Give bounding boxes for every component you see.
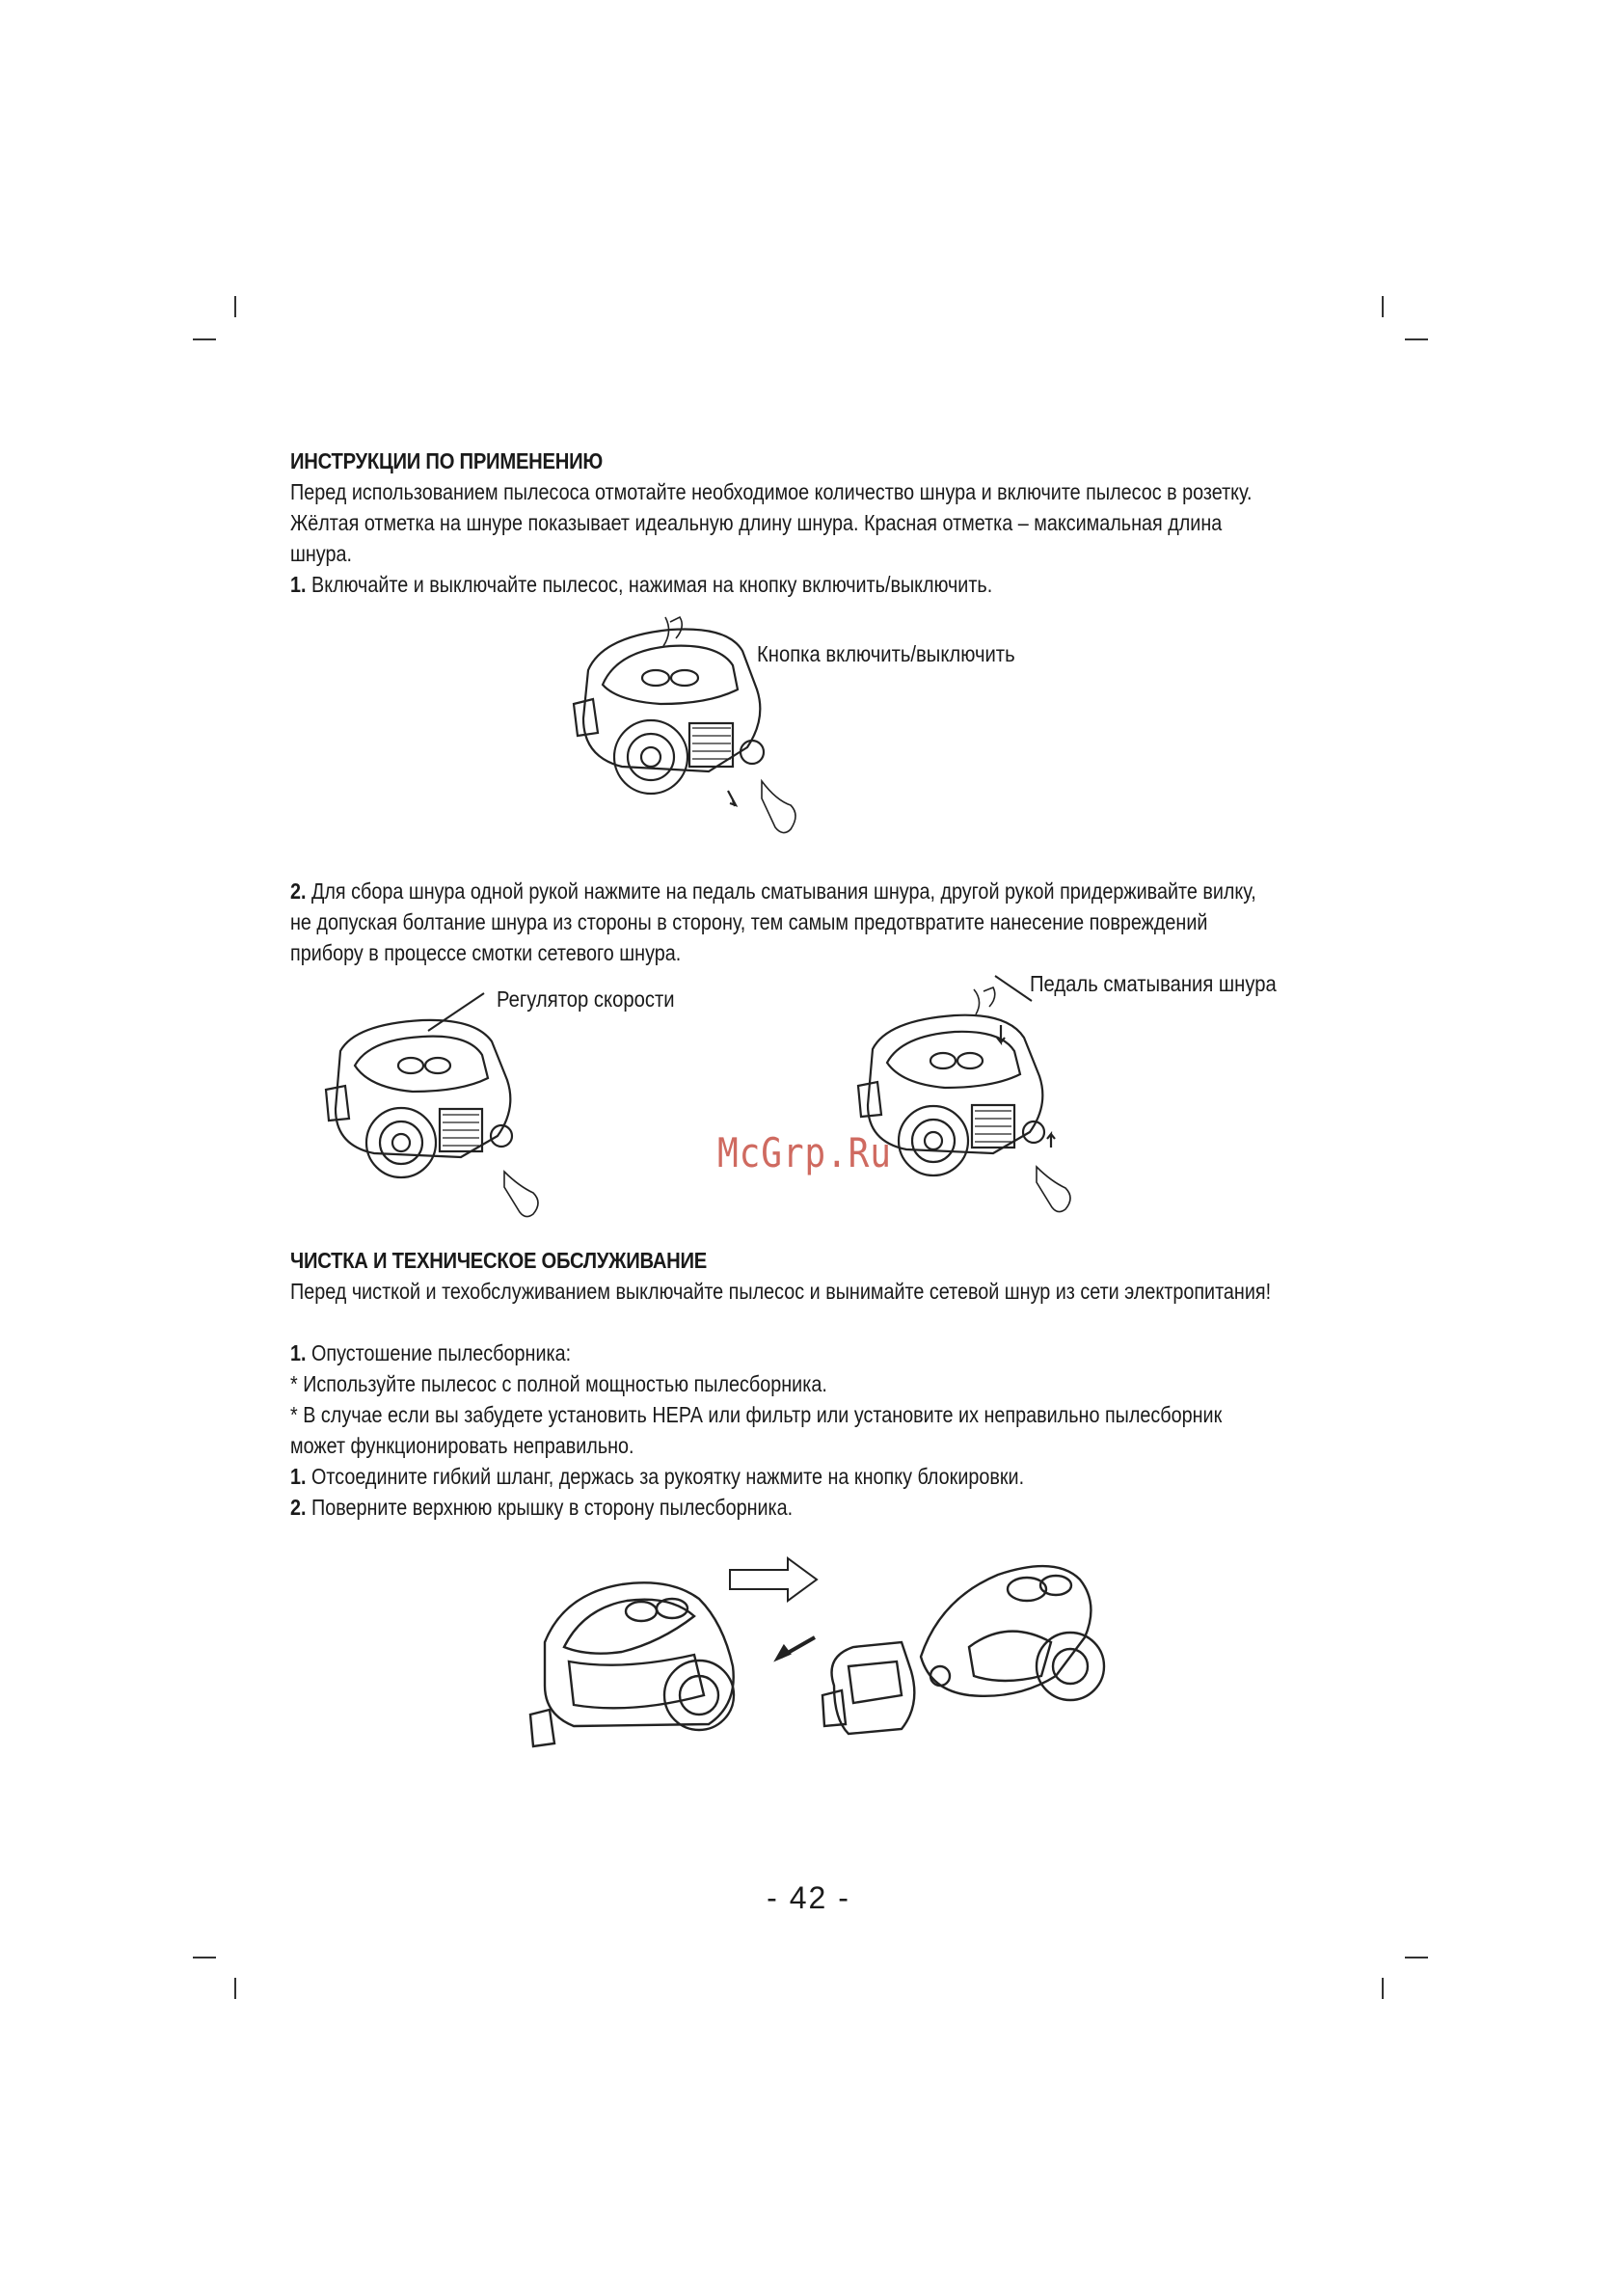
crop-mark: [234, 296, 236, 317]
step-number: 2.: [290, 1495, 307, 1520]
section-heading: ЧИСТКА И ТЕХНИЧЕСКОЕ ОБСЛУЖИВАНИЕ: [290, 1248, 708, 1273]
step-text: Для сбора шнура одной рукой нажмите на педаль сматывания шнура, другой рукой придерживайте вилку,: [306, 878, 1256, 904]
paragraph-line: шнура.: [290, 541, 352, 566]
crop-mark: [1405, 1957, 1428, 1958]
crop-mark: [1405, 338, 1428, 340]
page-number: - 42 -: [767, 1880, 850, 1915]
step-number: 1.: [290, 572, 307, 597]
figure-caption: Педаль сматывания шнура: [1030, 971, 1277, 996]
step-2: [290, 876, 1332, 906]
crop-mark: [193, 1957, 216, 1958]
step-number: 1.: [290, 1464, 307, 1489]
step-1: [290, 1461, 1332, 1492]
crop-mark: [1382, 1978, 1384, 1999]
crop-mark: [234, 1978, 236, 1999]
item-text: Опустошение пылесборника:: [306, 1340, 572, 1365]
section-heading: ИНСТРУКЦИИ ПО ПРИМЕНЕНИЮ: [290, 448, 604, 473]
callout-line: [424, 990, 487, 1034]
step-number: 2.: [290, 878, 307, 904]
cleaning-maintenance-section: [290, 1245, 1332, 1523]
note-line: может функционировать неправильно.: [290, 1433, 634, 1458]
paragraph-line: Жёлтая отметка на шнуре показывает идеальную длину шнура. Красная отметка – максимальная длина: [290, 510, 1223, 535]
item-number: 1.: [290, 1340, 307, 1365]
note-line: * В случае если вы забудете установить НЕРА или фильтр или установите их неправильно пылесборник: [290, 1402, 1223, 1427]
paragraph-line: не допуская болтание шнура из стороны в сторону, тем самым предотвратите нанесение повреждений: [290, 909, 1208, 934]
watermark: McGrp.Ru: [717, 1129, 892, 1176]
step-2: [290, 1492, 1332, 1523]
step-1: [290, 569, 1332, 600]
item-1: [290, 1337, 1332, 1368]
step-text: Включайте и выключайте пылесос, нажимая на кнопку включить/выключить.: [306, 572, 993, 597]
cord-rewind-step: [290, 876, 1332, 968]
dust-container-removal-illustration: [516, 1551, 1109, 1758]
vacuum-cord-pedal-illustration: [849, 982, 1099, 1213]
spacer: [290, 1307, 1332, 1337]
paragraph-line: Перед использованием пылесоса отмотайте необходимое количество шнура и включите пылесос в розетку.: [290, 479, 1253, 504]
note-line: * Используйте пылесос с полной мощностью пылесборника.: [290, 1371, 827, 1396]
vacuum-speed-regulator-illustration: [316, 1013, 572, 1220]
step-text: Поверните верхнюю крышку в сторону пылесборника.: [306, 1495, 794, 1520]
paragraph-line: Перед чисткой и техобслуживанием выключайте пылесос и вынимайте сетевой шнур из сети электропитания!: [290, 1279, 1272, 1304]
crop-mark: [1382, 296, 1384, 317]
figure-caption: Регулятор скорости: [497, 986, 675, 1012]
step-text: Отсоедините гибкий шланг, держась за рукоятку нажмите на кнопку блокировки.: [306, 1464, 1025, 1489]
crop-mark: [193, 338, 216, 340]
figure-caption: Кнопка включить/выключить: [757, 641, 1015, 666]
paragraph-line: прибору в процессе смотки сетевого шнура.: [290, 940, 682, 965]
usage-instructions-section: [290, 446, 1332, 600]
